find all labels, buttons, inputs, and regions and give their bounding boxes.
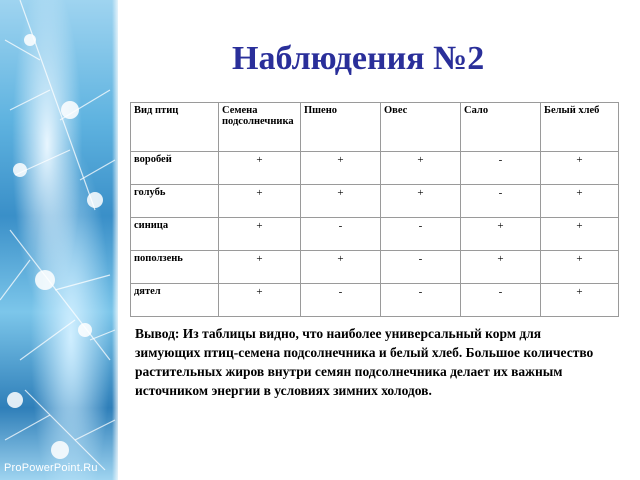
table-cell: -	[461, 185, 541, 218]
column-header: Сало	[461, 103, 541, 152]
table-cell: +	[541, 152, 619, 185]
table-cell: +	[301, 152, 381, 185]
table-cell: +	[381, 185, 461, 218]
table-row	[131, 251, 619, 284]
table-cell: +	[461, 251, 541, 284]
column-header: Овес	[381, 103, 461, 152]
bird-name-cell: голубь	[131, 185, 219, 218]
table-cell: +	[219, 284, 301, 317]
table-cell: -	[301, 284, 381, 317]
conclusion-text: Вывод: Из таблицы видно, что наиболее универсальный корм для зимующих птиц-семена подсолнечника и белый хлеб. Большое количество растительных жиров внутри семян подсолнечника делает их важным источником энергии в условиях зимних холодов.	[135, 326, 594, 398]
column-header: Семена подсолнечника	[219, 103, 301, 152]
table-cell: +	[219, 251, 301, 284]
table-header-row	[131, 103, 619, 152]
bird-name-cell: дятел	[131, 284, 219, 317]
table-cell: +	[461, 218, 541, 251]
column-header: Пшено	[301, 103, 381, 152]
bird-name-cell: синица	[131, 218, 219, 251]
table-cell: -	[461, 284, 541, 317]
table-row	[131, 152, 619, 185]
table-cell: +	[219, 152, 301, 185]
table-row	[131, 284, 619, 317]
table-cell: +	[541, 218, 619, 251]
table-cell: +	[381, 152, 461, 185]
bird-name-cell: поползень	[131, 251, 219, 284]
table-cell: +	[541, 251, 619, 284]
watermark: ProPowerPoint.Ru	[4, 462, 98, 474]
table-cell: -	[381, 284, 461, 317]
table-cell: +	[301, 251, 381, 284]
table-cell: -	[301, 218, 381, 251]
table-cell: +	[219, 185, 301, 218]
column-header: Белый хлеб	[541, 103, 619, 152]
pine-branch-illustration	[0, 0, 118, 480]
bird-name-cell: воробей	[131, 152, 219, 185]
table-row	[131, 218, 619, 251]
table-row	[131, 185, 619, 218]
slide-title: Наблюдения №2	[232, 40, 485, 77]
table-cell: +	[301, 185, 381, 218]
table-cell: -	[381, 218, 461, 251]
frosted-pine-decoration	[0, 0, 118, 480]
table-cell: +	[541, 284, 619, 317]
decoration-fade-edge	[112, 0, 120, 480]
observations-table	[130, 102, 619, 317]
table-cell: +	[219, 218, 301, 251]
table-cell: +	[541, 185, 619, 218]
table-cell: -	[461, 152, 541, 185]
table-cell: -	[381, 251, 461, 284]
column-header: Вид птиц	[131, 103, 219, 152]
